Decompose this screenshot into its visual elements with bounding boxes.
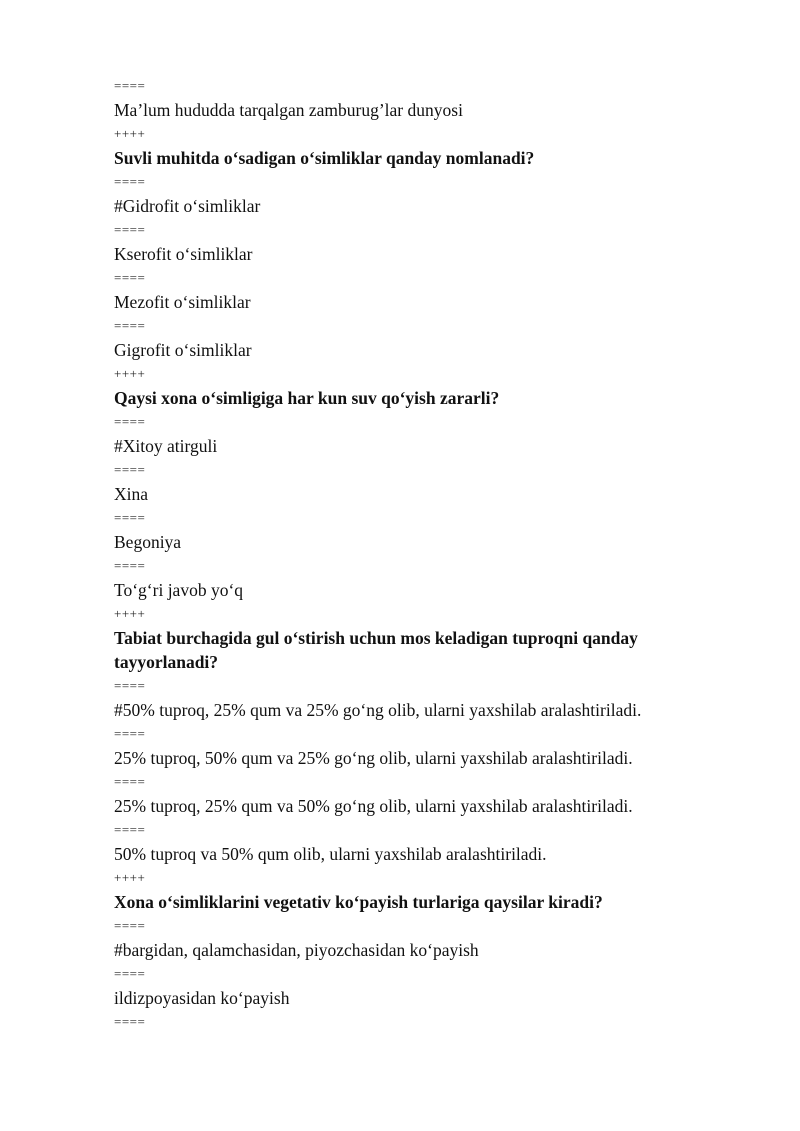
answer-option: #bargidan, qalamchasidan, piyozchasidan koʻpayish — [114, 940, 479, 960]
question-separator: ++++ — [114, 870, 146, 885]
option-separator: ==== — [114, 462, 146, 477]
answer-option: #50% tuproq, 25% qum va 25% goʻng olib, ularni yaxshilab aralashtiriladi. — [114, 700, 642, 720]
option-separator: ==== — [114, 678, 146, 693]
answer-option: 25% tuproq, 25% qum va 50% goʻng olib, ularni yaxshilab aralashtiriladi. — [114, 796, 633, 816]
question-separator: ++++ — [114, 606, 146, 621]
question-text: Tabiat burchagida gul oʻstirish uchun mos keladigan tuproqni qanday tayyorlanadi? — [114, 628, 638, 672]
option-separator: ==== — [114, 1014, 146, 1029]
answer-option: Gigrofit oʻsimliklar — [114, 340, 252, 360]
answer-option: Ma’lum hududda tarqalgan zamburug’lar dunyosi — [114, 100, 463, 120]
answer-option: 50% tuproq va 50% qum olib, ularni yaxshilab aralashtiriladi. — [114, 844, 547, 864]
option-separator: ==== — [114, 510, 146, 525]
question-text: Suvli muhitda oʻsadigan oʻsimliklar qanday nomlanadi? — [114, 148, 535, 168]
option-separator: ==== — [114, 318, 146, 333]
answer-option: Toʻgʻri javob yoʻq — [114, 580, 244, 600]
option-separator: ==== — [114, 774, 146, 789]
answer-option: Mezofit oʻsimliklar — [114, 292, 251, 312]
question-text: Xona oʻsimliklarini vegetativ koʻpayish turlariga qaysilar kiradi? — [114, 892, 603, 912]
option-separator: ==== — [114, 270, 146, 285]
answer-option: #Gidrofit oʻsimliklar — [114, 196, 261, 216]
option-separator: ==== — [114, 174, 146, 189]
question-text: Qaysi xona oʻsimligiga har kun suv qoʻyish zararli? — [114, 388, 500, 408]
answer-option: Xina — [114, 484, 149, 504]
answer-option: #Xitoy atirguli — [114, 436, 218, 456]
option-separator: ==== — [114, 78, 146, 93]
answer-option: Kserofit oʻsimliklar — [114, 244, 253, 264]
answer-option: ildizpoyasidan koʻpayish — [114, 988, 290, 1008]
question-separator: ++++ — [114, 126, 146, 141]
answer-option: 25% tuproq, 50% qum va 25% goʻng olib, ularni yaxshilab aralashtiriladi. — [114, 748, 633, 768]
option-separator: ==== — [114, 966, 146, 981]
document-body — [114, 78, 714, 1030]
option-separator: ==== — [114, 414, 146, 429]
answer-option: Begoniya — [114, 532, 182, 552]
option-separator: ==== — [114, 558, 146, 573]
option-separator: ==== — [114, 726, 146, 741]
question-separator: ++++ — [114, 366, 146, 381]
option-separator: ==== — [114, 822, 146, 837]
option-separator: ==== — [114, 222, 146, 237]
option-separator: ==== — [114, 918, 146, 933]
